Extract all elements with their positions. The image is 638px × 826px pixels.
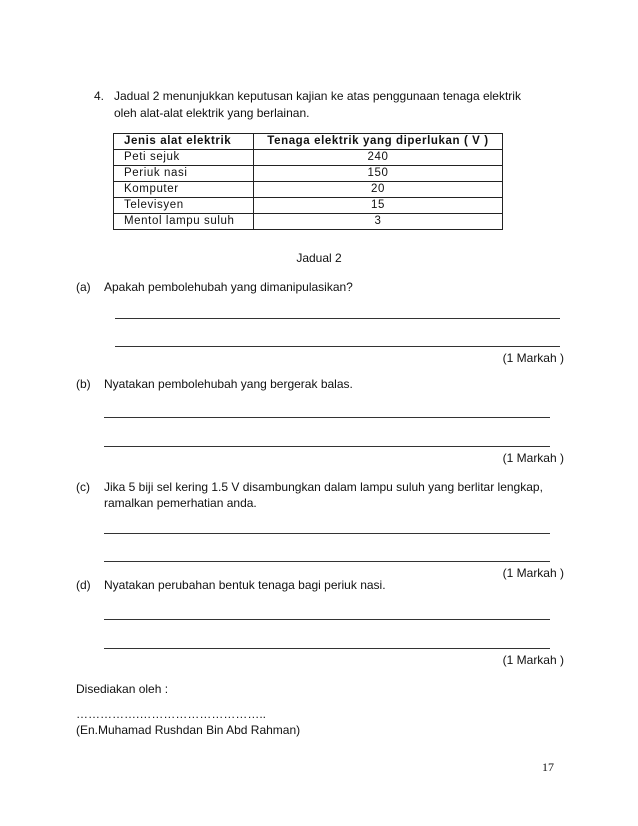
part-c-question-line1: Jika 5 biji sel kering 1.5 V disambungkan dalam lampu suluh yang berlitar lengkap, xyxy=(104,480,543,494)
part-d-label: (d) xyxy=(76,578,91,592)
table-cell-voltage: 3 xyxy=(254,214,503,230)
table-cell-device: Televisyen xyxy=(114,198,254,214)
table-caption: Jadual 2 xyxy=(296,251,342,265)
energy-table xyxy=(113,133,503,230)
table-header-device: Jenis alat elektrik xyxy=(114,134,254,150)
part-b-question: Nyatakan pembolehubah yang bergerak balas. xyxy=(104,377,353,391)
answer-line-c1[interactable] xyxy=(104,533,550,534)
table-row xyxy=(114,182,503,198)
table-header-voltage: Tenaga elektrik yang diperlukan ( V ) xyxy=(254,134,503,150)
table-cell-device: Komputer xyxy=(114,182,254,198)
part-a-label: (a) xyxy=(76,280,91,294)
table-row xyxy=(114,150,503,166)
prepared-by-label: Disediakan oleh : xyxy=(76,682,169,696)
table-header-row xyxy=(114,134,503,150)
table-cell-device: Peti sejuk xyxy=(114,150,254,166)
part-d-marks: (1 Markah ) xyxy=(502,653,564,667)
table-row xyxy=(114,198,503,214)
question-number: 4. xyxy=(94,89,105,103)
signature-dots: …………….………………………….. xyxy=(76,707,267,721)
part-b-marks: (1 Markah ) xyxy=(502,451,564,465)
question-text-line1: Jadual 2 menunjukkan keputusan kajian ke atas penggunaan tenaga elektrik xyxy=(114,89,521,103)
answer-line-a1[interactable] xyxy=(115,318,560,319)
table-row xyxy=(114,214,503,230)
table-cell-device: Periuk nasi xyxy=(114,166,254,182)
preparer-name: (En.Muhamad Rushdan Bin Abd Rahman) xyxy=(76,723,301,737)
table-cell-voltage: 20 xyxy=(254,182,503,198)
answer-line-c2[interactable] xyxy=(104,561,550,562)
part-a-marks: (1 Markah ) xyxy=(502,351,564,365)
answer-line-a2[interactable] xyxy=(115,346,560,347)
part-a-question: Apakah pembolehubah yang dimanipulasikan? xyxy=(104,280,353,294)
part-c-question-line2: ramalkan pemerhatian anda. xyxy=(104,496,257,510)
part-b-label: (b) xyxy=(76,377,91,391)
table-row xyxy=(114,166,503,182)
part-c-label: (c) xyxy=(76,480,90,494)
answer-line-b2[interactable] xyxy=(104,446,550,447)
part-d-question: Nyatakan perubahan bentuk tenaga bagi periuk nasi. xyxy=(104,578,386,592)
question-text-line2: oleh alat-alat elektrik yang berlainan. xyxy=(114,106,310,120)
part-c-marks: (1 Markah ) xyxy=(502,566,564,580)
answer-line-b1[interactable] xyxy=(104,417,550,418)
answer-line-d1[interactable] xyxy=(104,619,550,620)
table-cell-device: Mentol lampu suluh xyxy=(114,214,254,230)
answer-line-d2[interactable] xyxy=(104,648,550,649)
table-cell-voltage: 240 xyxy=(254,150,503,166)
table-cell-voltage: 150 xyxy=(254,166,503,182)
table-cell-voltage: 15 xyxy=(254,198,503,214)
page-number: 17 xyxy=(542,760,554,774)
question-intro xyxy=(94,88,564,122)
